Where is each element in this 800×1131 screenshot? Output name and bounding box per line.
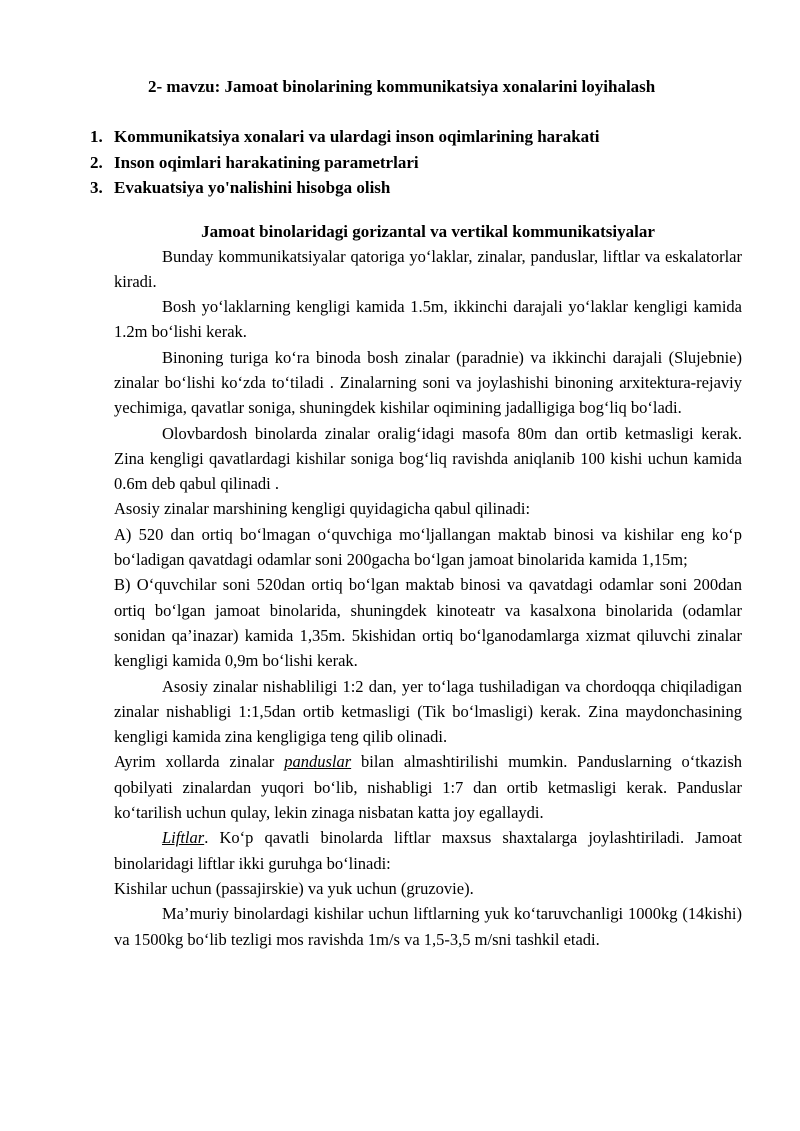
list-item-text: Inson oqimlari harakatining parametrlari [114, 152, 419, 172]
paragraph: A) 520 dan ortiq bo‘lmagan o‘quvchiga mo‘ljallangan maktab binosi va kishilar eng ko‘p bo‘ladigan qavatdagi odamlar soni 200gacha bo‘lgan jamoat binolarida kamida 1,15m; [114, 524, 742, 570]
section-title: Jamoat binolaridagi gorizantal va vertikal kommunikatsiyalar [201, 221, 655, 241]
paragraph [114, 825, 742, 876]
page-title: 2- mavzu: Jamoat binolarining kommunikatsiya xonalarini loyihalash [148, 77, 656, 96]
paragraph: Asosiy zinalar nishabliligi 1:2 dan, yer to‘laga tushiladigan va chordoqqa chiqiladigan zinalar nishabligi 1:1,5dan ortib ketmasligi (Tik bo‘lmasligi) kerak. Zina maydonchasining kengligi kamida zina kengligiga teng qilib olinadi. [114, 676, 742, 747]
list-number: 3. [90, 178, 103, 197]
paragraph-text: . Ko‘p qavatli binolarda liftlar maxsus shaxtalarga joylashtiriladi. Jamoat binolaridagi liftlar ikki guruhga bo‘linadi: [114, 828, 742, 873]
paragraph: Binoning turiga ko‘ra binoda bosh zinalar (paradnie) va ikkinchi darajali (Slujebnie) zinalar bo‘lishi ko‘zda to‘tiladi . Zinalarning soni va joylashishi binoning arxitektura-rejaviy yechimiga, qavatlar soniga, shuningdek kishilar oqimining jadalligiga bog‘liq bo‘ladi. [114, 347, 742, 418]
list-item-text: Kommunikatsiya xonalari va ulardagi inson oqimlarining harakati [114, 127, 600, 146]
paragraph: B) O‘quvchilar soni 520dan ortiq bo‘lgan maktab binosi va qavatdagi odamlar soni 200dan ortiq bo‘lgan jamoat binolarida, shuningdek kinoteatr va kasalxona binolarida (odamlar sonidan qa’inazar) kamida 1,35m. 5kishidan ortiq bo‘lganodamlarga xizmat qiluvchi zinalar kengligi kamida 0,9m bo‘lishi kerak. [114, 575, 742, 671]
list-number: 2. [90, 152, 103, 172]
topic-list [90, 124, 742, 201]
paragraph: Ma’muriy binolardagi kishilar uchun liftlarning yuk ko‘taruvchanligi 1000kg (14kishi) va 1500kg bo‘lib tezligi mos ravishda 1m/s va 1,5-3,5 m/sni tashkil etadi. [114, 904, 742, 949]
paragraph-text: Ayrim xollarda zinalar [114, 752, 285, 772]
paragraph-text: bilan almashtirilishi mumkin. Panduslarning o‘tkazish qobilyati zinalardan yuqori bo‘lib, nishabligi 1:7 dan ortib ketmasligi kerak. Panduslar ko‘tarilish uchun qulay, lekin zinaga nisbatan katta joy egallaydi. [114, 752, 742, 823]
paragraph [114, 749, 742, 825]
paragraph: Bosh yo‘laklarning kengligi kamida 1.5m, ikkinchi darajali yo‘laklar kengligi kamida 1.2m bo‘lishi kerak. [114, 297, 742, 342]
list-item [90, 124, 742, 150]
paragraph: Bunday kommunikatsiyalar qatoriga yo‘laklar, zinalar, panduslar, liftlar va eskalatorlar kiradi. [114, 246, 742, 291]
emphasized-term: panduslar [284, 752, 352, 772]
paragraph: Kishilar uchun (passajirskie) va yuk uchun (gruzovie). [114, 878, 474, 898]
paragraph: Asosiy zinalar marshining kengligi quyidagicha qabul qilinadi: [114, 499, 531, 519]
emphasized-term: Liftlar [162, 828, 205, 848]
list-number: 1. [90, 127, 103, 146]
list-item [90, 150, 742, 176]
paragraph: Olovbardosh binolarda zinalar oralig‘idagi masofa 80m dan ortib ketmasligi kerak. Zina kengligi qavatlardagi kishilar soniga bog‘liq ravishda aniqlanib 100 kishi uchun kamida 0.6m deb qabul qilinadi . [114, 423, 742, 494]
list-item [90, 175, 742, 201]
list-item-text: Evakuatsiya yo'nalishini hisobga olish [114, 178, 391, 197]
